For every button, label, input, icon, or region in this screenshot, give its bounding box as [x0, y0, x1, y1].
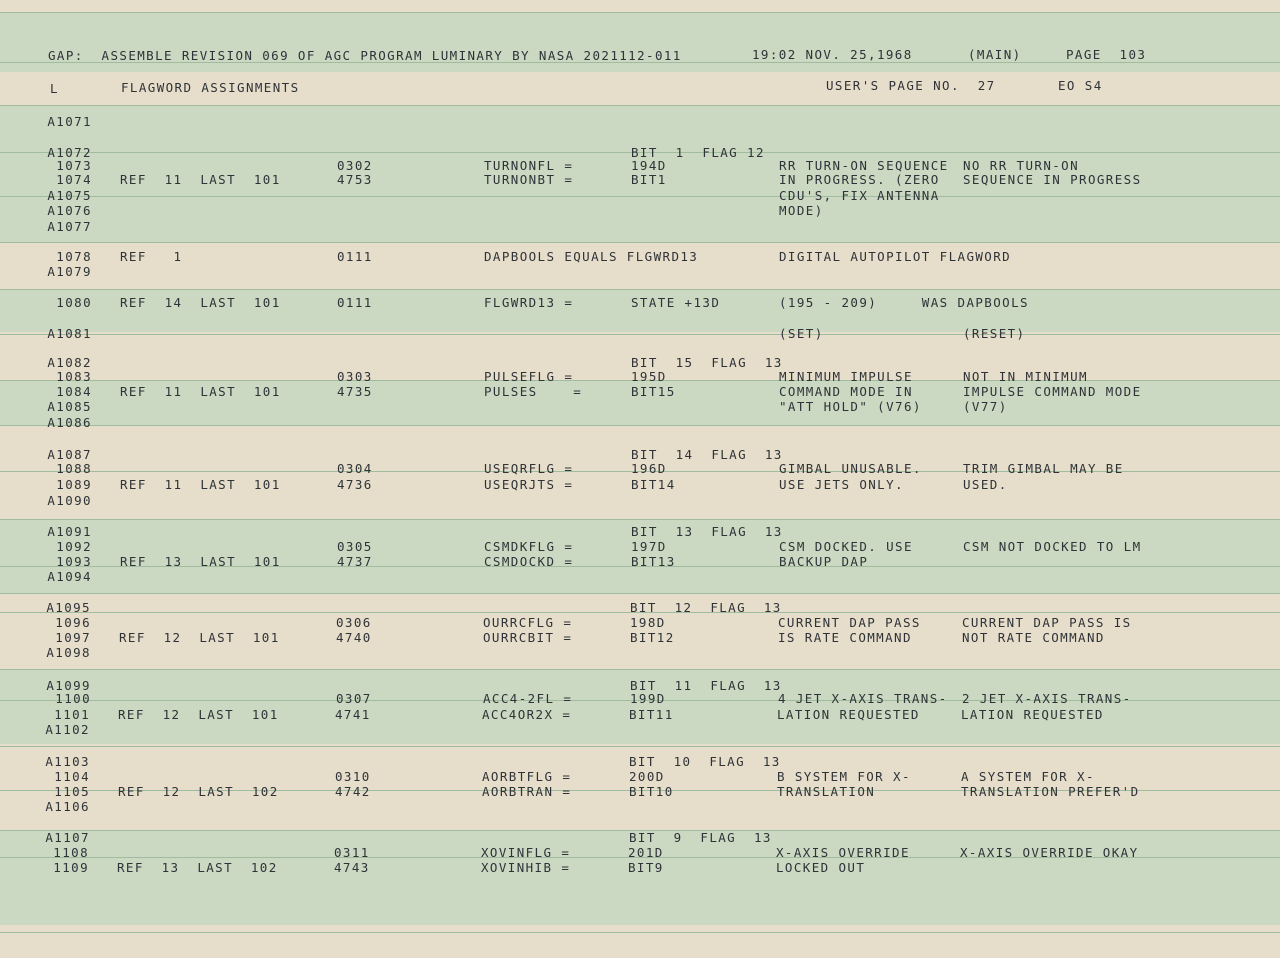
symbol: AORBTFLG =: [482, 769, 572, 784]
address: 0306: [336, 615, 372, 630]
sequence-number: A1072: [47, 145, 92, 160]
sequence-number: 1088: [56, 461, 92, 476]
comment-reset: CURRENT DAP PASS IS: [962, 615, 1132, 630]
sequence-number: 1105: [54, 784, 90, 799]
comment-set: CDU'S, FIX ANTENNA: [779, 188, 940, 203]
sequence-number: A1076: [47, 203, 92, 218]
reference: REF 12 LAST 101: [118, 707, 279, 722]
paper-rule: [0, 334, 1280, 335]
sequence-number: A1071: [47, 114, 92, 129]
value: BIT 14 FLAG 13: [631, 447, 783, 462]
address: 0111: [337, 295, 373, 310]
reference: REF 12 LAST 102: [118, 784, 279, 799]
sequence-number: 1083: [56, 369, 92, 384]
comment-set: CURRENT DAP PASS: [778, 615, 921, 630]
sequence-number: A1099: [46, 678, 91, 693]
paper-rule: [0, 289, 1280, 290]
value: BIT 9 FLAG 13: [629, 830, 772, 845]
sequence-number: A1094: [47, 569, 92, 584]
value: 198D: [630, 615, 666, 630]
sequence-number: A1106: [45, 799, 90, 814]
symbol: CSMDOCKD =: [484, 554, 574, 569]
value: 200D: [629, 769, 665, 784]
symbol: XOVINFLG =: [481, 845, 571, 860]
address: 4737: [337, 554, 373, 569]
symbol: TURNONBT =: [484, 172, 574, 187]
address: 4735: [337, 384, 373, 399]
value: BIT 1 FLAG 12: [631, 145, 765, 160]
comment-set: "ATT HOLD" (V76): [779, 399, 922, 414]
sequence-number: A1075: [47, 188, 92, 203]
value: 196D: [631, 461, 667, 476]
comment-reset: A SYSTEM FOR X-: [961, 769, 1095, 784]
comment-set: (SET): [779, 326, 824, 341]
comment-set: 4 JET X-AXIS TRANS-: [778, 691, 948, 706]
reference: REF 11 LAST 101: [120, 172, 281, 187]
comment-set: IN PROGRESS. (ZERO: [779, 172, 940, 187]
comment-reset: 2 JET X-AXIS TRANS-: [962, 691, 1132, 706]
value: BIT 15 FLAG 13: [631, 355, 783, 370]
value: BIT14: [631, 477, 676, 492]
value: 194D: [631, 158, 667, 173]
header-title: GAP: ASSEMBLE REVISION 069 OF AGC PROGRAM LUMINARY BY NASA 2021112-011: [48, 48, 682, 63]
comment-reset: TRANSLATION PREFER'D: [961, 784, 1140, 799]
address: 0111: [337, 249, 373, 264]
sequence-number: 1104: [54, 769, 90, 784]
sequence-number: 1073: [56, 158, 92, 173]
paper-rule: [0, 519, 1280, 520]
comment-reset: IMPULSE COMMAND MODE: [963, 384, 1142, 399]
reference: REF 14 LAST 101: [120, 295, 281, 310]
sequence-number: 1078: [56, 249, 92, 264]
paper-rule: [0, 425, 1280, 426]
reference: REF 1: [120, 249, 183, 264]
comment-set: USE JETS ONLY.: [779, 477, 904, 492]
address: 0302: [337, 158, 373, 173]
address: 0305: [337, 539, 373, 554]
symbol: USEQRFLG =: [484, 461, 574, 476]
address: 0310: [335, 769, 371, 784]
symbol: OURRCBIT =: [483, 630, 573, 645]
paper-rule: [0, 12, 1280, 13]
value: 201D: [628, 845, 664, 860]
sequence-number: A1081: [47, 326, 92, 341]
section-title: FLAGWORD ASSIGNMENTS: [121, 80, 300, 95]
symbol: PULSES =: [484, 384, 583, 399]
comment-set: BACKUP DAP: [779, 554, 869, 569]
comment-reset: NO RR TURN-ON: [963, 158, 1080, 173]
comment-set: GIMBAL UNUSABLE.: [779, 461, 922, 476]
symbol: PULSEFLG =: [484, 369, 574, 384]
comment-reset: (V77): [963, 399, 1008, 414]
value: BIT10: [629, 784, 674, 799]
value: BIT9: [628, 860, 664, 875]
comment-set: COMMAND MODE IN: [779, 384, 913, 399]
symbol: DAPBOOLS EQUALS FLGWRD13: [484, 249, 699, 264]
comment-set: CSM DOCKED. USE: [779, 539, 913, 554]
sequence-number: 1092: [56, 539, 92, 554]
comment-reset: NOT IN MINIMUM: [963, 369, 1088, 384]
value: BIT12: [630, 630, 675, 645]
comment-set: DIGITAL AUTOPILOT FLAGWORD: [779, 249, 1012, 264]
sequence-number: A1087: [47, 447, 92, 462]
value: BIT 10 FLAG 13: [629, 754, 781, 769]
reference: REF 13 LAST 102: [117, 860, 278, 875]
comment-set: RR TURN-ON SEQUENCE: [779, 158, 949, 173]
comment-set: IS RATE COMMAND: [778, 630, 912, 645]
comment-reset: CSM NOT DOCKED TO LM: [963, 539, 1142, 554]
reference: REF 11 LAST 101: [120, 384, 281, 399]
comment-reset: TRIM GIMBAL MAY BE: [963, 461, 1124, 476]
value: STATE +13D: [631, 295, 721, 310]
address: 4741: [335, 707, 371, 722]
sequence-number: 1109: [53, 860, 89, 875]
value: BIT 11 FLAG 13: [630, 678, 782, 693]
sequence-number: A1086: [47, 415, 92, 430]
reference: REF 13 LAST 101: [120, 554, 281, 569]
symbol: TURNONFL =: [484, 158, 574, 173]
sequence-number: A1090: [47, 493, 92, 508]
comment-set: X-AXIS OVERRIDE: [776, 845, 910, 860]
paper-band: [0, 12, 1280, 72]
value: BIT11: [629, 707, 674, 722]
paper-rule: [0, 669, 1280, 670]
value: 197D: [631, 539, 667, 554]
comment-set: MINIMUM IMPULSE: [779, 369, 913, 384]
sequence-number: A1103: [45, 754, 90, 769]
paper-rule: [0, 105, 1280, 106]
address: 4753: [337, 172, 373, 187]
sequence-number: A1102: [45, 722, 90, 737]
value: BIT1: [631, 172, 667, 187]
sequence-number: 1097: [55, 630, 91, 645]
sequence-number: 1074: [56, 172, 92, 187]
comment-set: (195 - 209) WAS DAPBOOLS: [779, 295, 1029, 310]
sequence-number: 1096: [55, 615, 91, 630]
address: 4742: [335, 784, 371, 799]
sequence-number: A1082: [47, 355, 92, 370]
header-eo: EO S4: [1058, 78, 1103, 93]
symbol: OURRCFLG =: [483, 615, 573, 630]
paper-rule: [0, 242, 1280, 243]
header-mode: (MAIN): [968, 47, 1022, 62]
paper-rule: [0, 593, 1280, 594]
sequence-number: A1085: [47, 399, 92, 414]
symbol: USEQRJTS =: [484, 477, 574, 492]
address: 0303: [337, 369, 373, 384]
reference: REF 11 LAST 101: [120, 477, 281, 492]
comment-reset: NOT RATE COMMAND: [962, 630, 1105, 645]
paper-rule: [0, 932, 1280, 933]
sequence-number: 1089: [56, 477, 92, 492]
symbol: FLGWRD13 =: [484, 295, 574, 310]
header-page: PAGE 103: [1066, 47, 1147, 62]
sequence-number: A1079: [47, 264, 92, 279]
sequence-number: A1091: [47, 524, 92, 539]
sequence-number: A1095: [46, 600, 91, 615]
comment-set: TRANSLATION: [777, 784, 876, 799]
address: 0304: [337, 461, 373, 476]
address: 0307: [336, 691, 372, 706]
address: 4736: [337, 477, 373, 492]
symbol: ACC4OR2X =: [482, 707, 572, 722]
address: 4740: [336, 630, 372, 645]
value: BIT15: [631, 384, 676, 399]
sequence-number: 1093: [56, 554, 92, 569]
sequence-number: 1084: [56, 384, 92, 399]
sequence-number: 1101: [54, 707, 90, 722]
value: 195D: [631, 369, 667, 384]
comment-reset: LATION REQUESTED: [961, 707, 1104, 722]
symbol: CSMDKFLG =: [484, 539, 574, 554]
comment-set: MODE): [779, 203, 824, 218]
reference: REF 12 LAST 101: [119, 630, 280, 645]
value: 199D: [630, 691, 666, 706]
comment-reset: SEQUENCE IN PROGRESS: [963, 172, 1142, 187]
comment-set: B SYSTEM FOR X-: [777, 769, 911, 784]
sequence-number: A1077: [47, 219, 92, 234]
value: BIT 12 FLAG 13: [630, 600, 782, 615]
sequence-number: 1080: [56, 295, 92, 310]
value: BIT13: [631, 554, 676, 569]
sequence-number: A1107: [45, 830, 90, 845]
sequence-number: 1108: [53, 845, 89, 860]
paper-rule: [0, 746, 1280, 747]
header-col-l: L: [50, 81, 59, 96]
header-timestamp: 19:02 NOV. 25,1968: [752, 47, 913, 62]
comment-reset: X-AXIS OVERRIDE OKAY: [960, 845, 1139, 860]
address: 4743: [334, 860, 370, 875]
sequence-number: 1100: [55, 691, 91, 706]
address: 0311: [334, 845, 370, 860]
sequence-number: A1098: [46, 645, 91, 660]
users-page-number: USER'S PAGE NO. 27: [826, 78, 996, 93]
symbol: ACC4-2FL =: [483, 691, 573, 706]
value: BIT 13 FLAG 13: [631, 524, 783, 539]
paper-rule: [0, 196, 1280, 197]
comment-set: LOCKED OUT: [776, 860, 866, 875]
symbol: XOVINHIB =: [481, 860, 571, 875]
comment-reset: (RESET): [963, 326, 1026, 341]
symbol: AORBTRAN =: [482, 784, 572, 799]
comment-reset: USED.: [963, 477, 1008, 492]
comment-set: LATION REQUESTED: [777, 707, 920, 722]
